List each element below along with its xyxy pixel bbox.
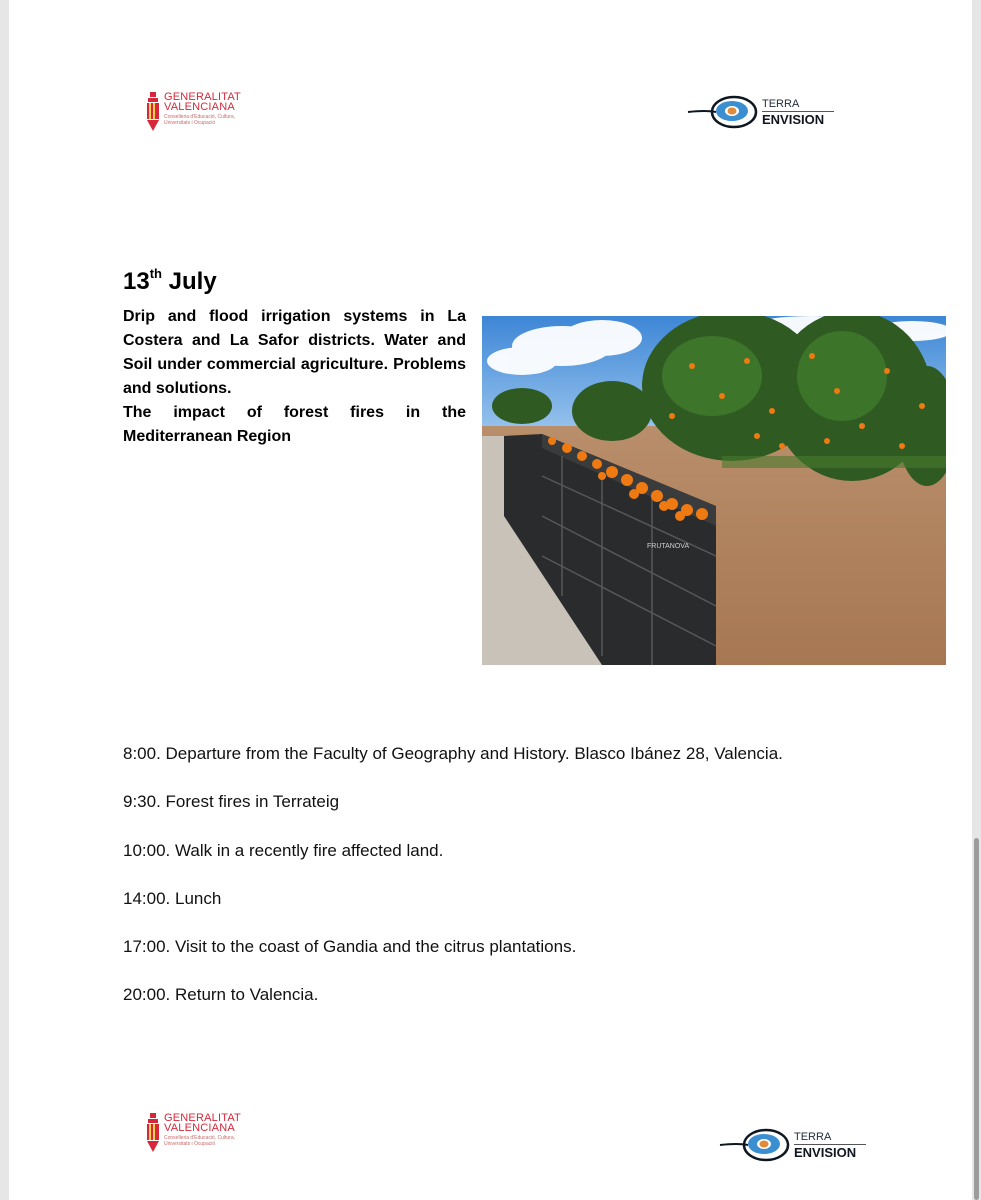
envision-word: ENVISION [762,111,825,127]
gva-title-line2: VALENCIANA [164,101,235,113]
generalitat-shield-icon [146,1113,160,1153]
terra-envision-logo-header [686,94,834,130]
day-number: 13 [123,268,150,295]
scrollbar-thumb[interactable] [974,838,979,1200]
gva-title-line1: GENERALITAT [164,91,241,103]
schedule-item: 20:00. Return to Valencia. [123,985,319,1004]
intro-paragraph-1: Drip and flood irrigation systems in La Costera and La Safor districts. Water and Soil under commercial agriculture. Problems and solutions. [123,308,466,397]
vertical-scrollbar[interactable] [972,0,981,1200]
gva-subtitle: Conselleria d'Educació, Cultura, Universitats i Ocupació [164,1135,235,1147]
terra-eye-icon [718,1127,792,1163]
window-right-edge [972,0,981,1200]
generalitat-shield-icon [146,92,160,132]
orange-crates-photo [482,316,946,665]
terra-word: TERRA [794,1131,866,1145]
terra-envision-logo-footer [718,1127,866,1163]
crate-label: FRUTANOVA [647,543,690,550]
gva-title-line2: VALENCIANA [164,1122,235,1134]
window-left-edge [0,0,9,1200]
terra-eye-icon [686,94,760,130]
day-title [123,268,217,296]
schedule-item: 9:30. Forest fires in Terrateig [123,792,340,811]
terra-word: TERRA [762,98,834,112]
schedule-item: 8:00. Departure from the Faculty of Geography and History. Blasco Ibánez 28, Valencia. [123,744,783,763]
generalitat-logo-header [146,92,244,132]
intro-text [123,305,466,449]
schedule-item: 17:00. Visit to the coast of Gandia and the citrus plantations. [123,937,577,956]
generalitat-logo-footer [146,1113,244,1153]
day-month: July [168,268,217,295]
gva-title-line1: GENERALITAT [164,1112,241,1124]
envision-word: ENVISION [794,1144,857,1160]
schedule-item: 14:00. Lunch [123,889,222,908]
gva-subtitle: Conselleria d'Educació, Cultura, Universitats i Ocupació [164,114,235,126]
intro-paragraph-2: The impact of forest fires in the Mediterranean Region [123,404,466,445]
day-suffix: th [149,266,162,281]
schedule-item: 10:00. Walk in a recently fire affected land. [123,841,444,860]
